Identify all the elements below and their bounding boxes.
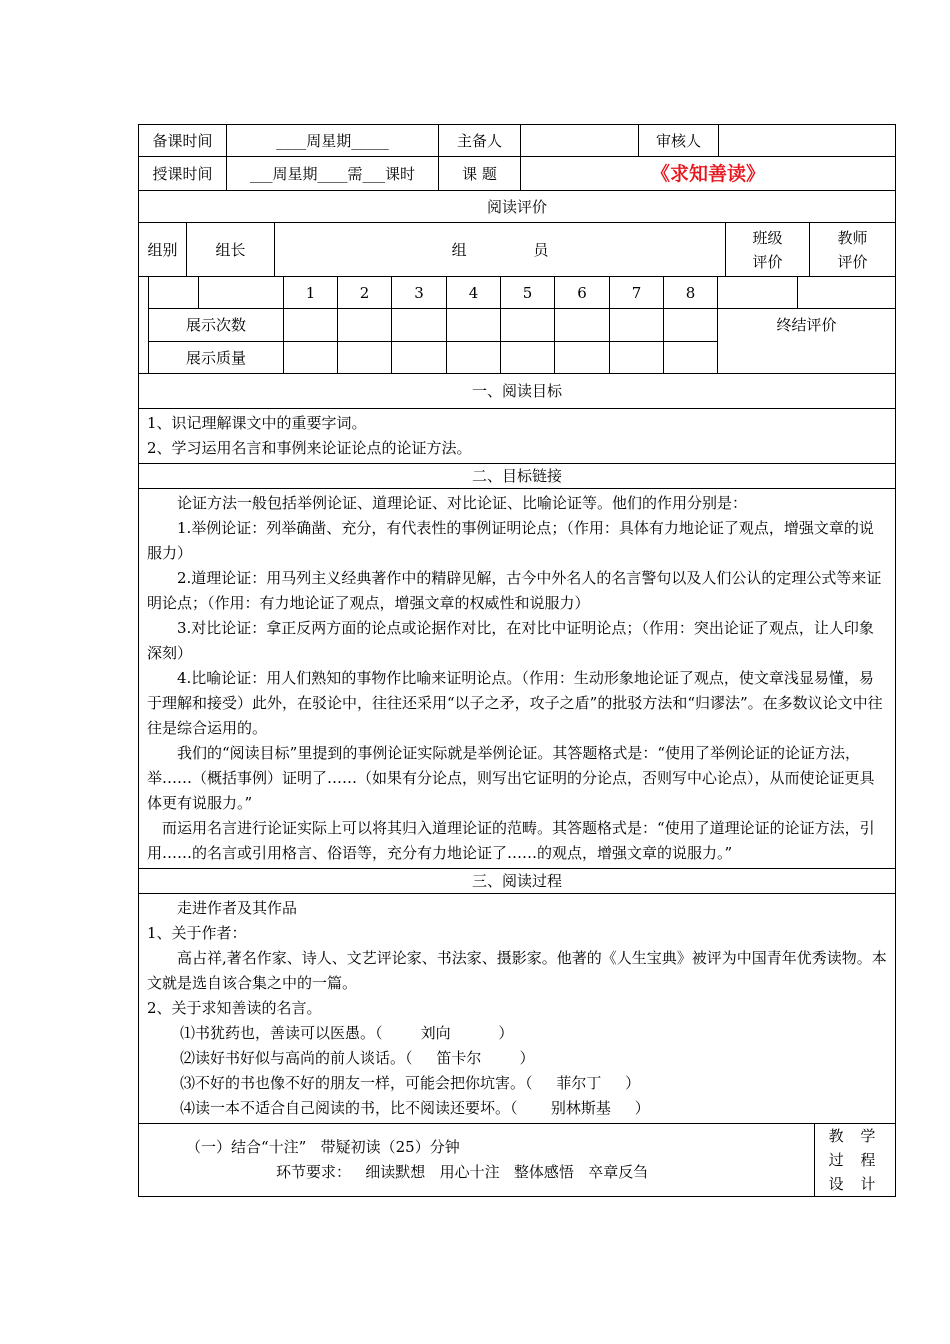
reviewer-field[interactable] <box>719 125 896 157</box>
about-author-label: 1、关于作者： <box>147 924 247 942</box>
grid-blank <box>199 277 284 309</box>
grid-edge <box>139 342 149 374</box>
quality-cell[interactable] <box>284 342 338 374</box>
group-label: 组别 <box>139 223 187 277</box>
quote-item: ⑷读一本不适合自己阅读的书，比不阅读还要坏。（ 别林斯基 ） <box>180 1099 650 1117</box>
teach-time-value: ___周星期____需___课时 <box>227 157 439 191</box>
step-title: （一）结合“十注” 带疑初读（25）分钟 <box>186 1138 460 1156</box>
section-title-reading-process: 三、阅读过程 <box>139 869 896 894</box>
process-intro: 走进作者及其作品 <box>177 899 298 917</box>
topic-label: 课 题 <box>439 157 521 191</box>
quality-cell[interactable] <box>501 342 555 374</box>
count-cell[interactable] <box>664 309 718 342</box>
display-count-label: 展示次数 <box>149 309 284 342</box>
author-text: 高占祥,著名作家、诗人、文艺评论家、书法家、摄影家。他著的《人生宝典》被评为中国青年优秀读物。本文就是选自该合集之中的一篇。 <box>147 949 887 992</box>
quality-cell[interactable] <box>392 342 447 374</box>
display-quality-label: 展示质量 <box>149 342 284 374</box>
quality-cell[interactable] <box>338 342 392 374</box>
grid-blank <box>718 277 798 309</box>
grid-number: 2 <box>338 277 392 309</box>
step-block <box>139 1124 815 1197</box>
grid-number: 6 <box>555 277 610 309</box>
prep-time-value: ____周星期_____ <box>227 125 439 157</box>
quotes-label: 2、关于求知善读的名言。 <box>147 999 322 1017</box>
quality-cell[interactable] <box>555 342 610 374</box>
leader-label: 组长 <box>187 223 275 277</box>
quality-cell[interactable] <box>664 342 718 374</box>
grid-edge <box>139 309 149 342</box>
side-label-line: 教 学 <box>828 1127 882 1145</box>
count-cell[interactable] <box>610 309 664 342</box>
reading-goals-block <box>139 409 896 464</box>
method-paragraph: 而运用名言进行论证实际上可以将其归入道理论证的范畴。其答题格式是：“使用了道理论证的论证方法，引用……的名言或引用格言、俗语等，充分有力地论证了……的观点，增强文章的说服力。” <box>147 819 875 862</box>
quote-item: ⑴书犹药也，善读可以医愚。（ 刘向 ） <box>180 1024 514 1042</box>
grid-number: 8 <box>664 277 718 309</box>
goal-item: 1、识记理解课文中的重要字词。 <box>147 414 367 432</box>
count-cell[interactable] <box>555 309 610 342</box>
content-table <box>138 373 896 1197</box>
final-eval-label: 终结评价 <box>718 309 896 342</box>
method-paragraph: 4.比喻论证：用人们熟知的事物作比喻来证明论点。（作用：生动形象地论证了观点，使文章浅显易懂，易于理解和接受）此外，在驳论中，往往还采用“以子之矛，攻子之盾”的批驳方法和“归谬法”。在多数议论文中往往是综合运用的。 <box>147 669 883 737</box>
count-cell[interactable] <box>501 309 555 342</box>
goal-link-block <box>139 489 896 869</box>
grid-blank <box>149 277 199 309</box>
grid-number: 4 <box>447 277 501 309</box>
reviewer-label: 审核人 <box>639 125 719 157</box>
quote-item: ⑵读好书好似与高尚的前人谈话。（ 笛卡尔 ） <box>180 1049 535 1067</box>
main-preparer-field[interactable] <box>521 125 639 157</box>
quality-cell[interactable] <box>610 342 664 374</box>
count-cell[interactable] <box>338 309 392 342</box>
group-table <box>138 222 896 277</box>
lesson-plan-document <box>138 124 895 1197</box>
grid-number: 7 <box>610 277 664 309</box>
count-cell[interactable] <box>284 309 338 342</box>
teacher-eval-label: 教师 评价 <box>810 223 896 277</box>
teaching-design-label <box>815 1124 896 1197</box>
prep-time-label: 备课时间 <box>139 125 227 157</box>
evaluation-title: 阅读评价 <box>139 191 896 223</box>
quality-cell[interactable] <box>447 342 501 374</box>
side-label-line: 设 计 <box>828 1175 882 1193</box>
method-paragraph: 论证方法一般包括举例论证、道理论证、对比论证、比喻论证等。他们的作用分别是： <box>177 494 748 512</box>
evaluation-grid <box>138 276 896 374</box>
class-eval-label: 班级 评价 <box>726 223 810 277</box>
reading-process-block <box>139 894 896 1124</box>
teach-time-label: 授课时间 <box>139 157 227 191</box>
quote-item: ⑶不好的书也像不好的朋友一样，可能会把你坑害。（ 菲尔丁 ） <box>180 1074 641 1092</box>
method-paragraph: 3.对比论证：拿正反两方面的论点或论据作对比，在对比中证明论点；（作用：突出论证了观点，让人印象深刻） <box>147 619 874 662</box>
grid-number: 5 <box>501 277 555 309</box>
topic-title: 《求知善读》 <box>521 157 896 191</box>
grid-number: 3 <box>392 277 447 309</box>
final-eval-field[interactable] <box>718 342 896 374</box>
grid-number: 1 <box>284 277 338 309</box>
count-cell[interactable] <box>392 309 447 342</box>
method-paragraph: 1.举例论证：列举确凿、充分，有代表性的事例证明论点；（作用：具体有力地论证了观点，增强文章的说服力） <box>147 519 874 562</box>
count-cell[interactable] <box>447 309 501 342</box>
grid-edge <box>139 277 149 309</box>
step-requirements: 环节要求： 细读默想 用心十注 整体感悟 卒章反刍 <box>276 1163 649 1181</box>
side-label-line: 过 程 <box>828 1151 882 1169</box>
grid-blank <box>798 277 896 309</box>
members-label: 组 员 <box>275 223 726 277</box>
section-title-goal-link: 二、目标链接 <box>139 464 896 489</box>
section-title-reading-goals: 一、阅读目标 <box>139 374 896 409</box>
method-paragraph: 我们的“阅读目标”里提到的事例论证实际就是举例论证。其答题格式是：“使用了举例论证的论证方法，举……（概括事例）证明了……（如果有分论点，则写出它证明的分论点，否则写中心论点），从而使论证更具体更有说服力。” <box>147 744 875 812</box>
header-table <box>138 124 896 223</box>
main-preparer-label: 主备人 <box>439 125 521 157</box>
method-paragraph: 2.道理论证：用马列主义经典著作中的精辟见解，古今中外名人的名言警句以及人们公认的定理公式等来证明论点；（作用：有力地论证了观点，增强文章的权威性和说服力） <box>147 569 882 612</box>
goal-item: 2、学习运用名言和事例来论证论点的论证方法。 <box>147 439 472 457</box>
